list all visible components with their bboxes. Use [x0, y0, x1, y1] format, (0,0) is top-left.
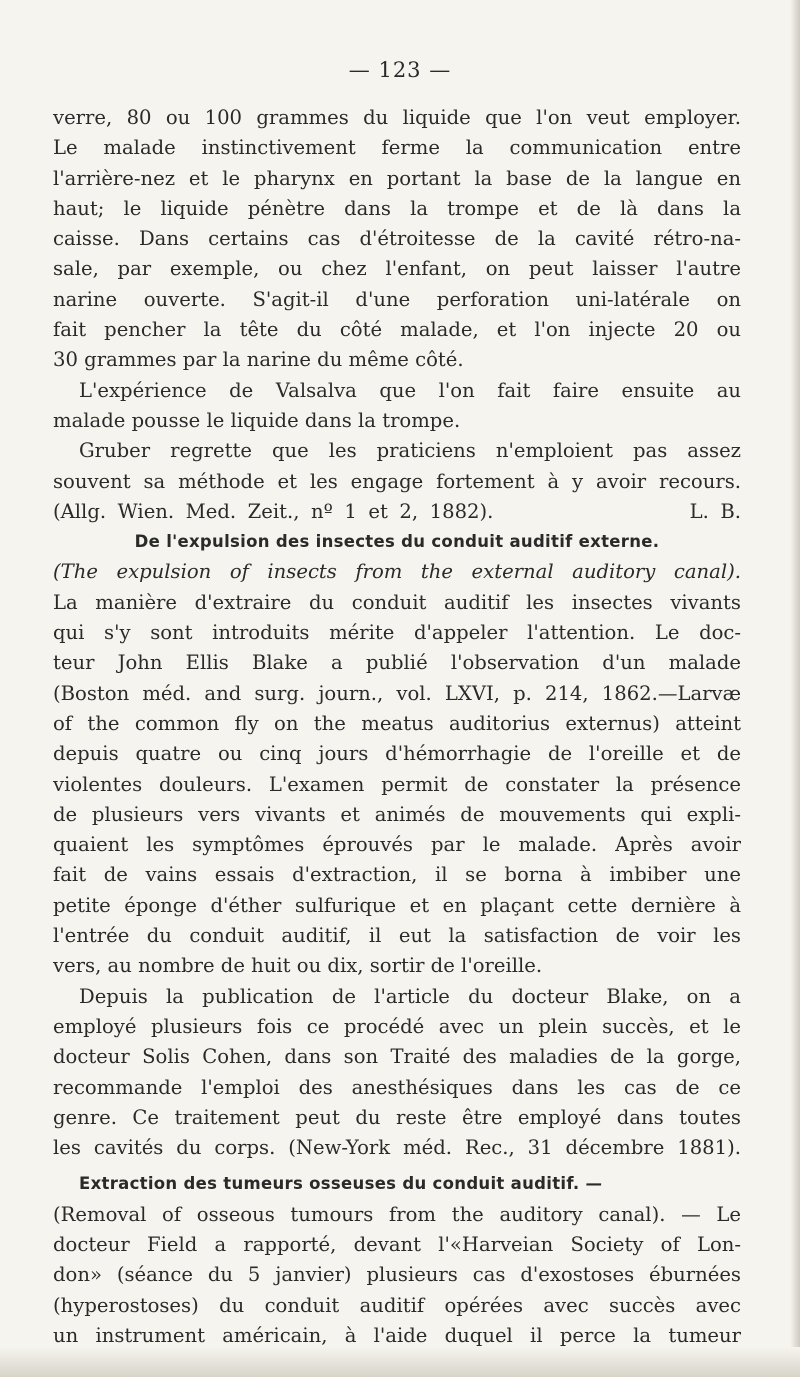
citation-line: (Allg. Wien. Med. Zeit., nº 1 et 2, 1882). L. B. — [53, 499, 741, 523]
page-edge-shadow — [790, 0, 800, 1377]
text-line: fait de vains essais d'extraction, il se borna à imbiber une — [53, 863, 741, 887]
text-line: souvent sa méthode et les engage fortement à y avoir recours. — [53, 469, 741, 493]
text-line: recommande l'emploi des anesthésiques dans les cas de ce — [53, 1075, 741, 1099]
text-line: Gruber regrette que les praticiens n'emploient pas assez — [79, 439, 741, 463]
text-line: docteur Solis Cohen, dans son Traité des maladies de la gorge, — [53, 1045, 741, 1069]
page-number: — 123 — — [348, 58, 452, 82]
text-line: sale, par exemple, ou chez l'enfant, on peut laisser l'autre — [53, 257, 741, 281]
text-line: genre. Ce traitement peut du reste être employé dans toutes — [53, 1105, 741, 1129]
text-line: les cavités du corps. (New-York méd. Rec., 31 décembre 1881). — [53, 1136, 741, 1160]
page-body — [53, 103, 741, 1351]
text-line: haut; le liquide pénètre dans la trompe et de là dans la — [53, 196, 741, 220]
text-line: don» (séance du 5 janvier) plusieurs cas d'exostoses éburnées — [53, 1263, 741, 1287]
text-line: un instrument américain, à l'aide duquel il perce la tumeur — [53, 1323, 741, 1347]
text-line: qui s'y sont introduits mérite d'appeler l'attention. Le doc- — [53, 621, 741, 645]
text-line: (Boston méd. and surg. journ., vol. LXVI, p. 214, 1862.—Larvæ — [53, 681, 741, 705]
paragraph-gruber-method — [53, 103, 741, 376]
text-line: La manière d'extraire du conduit auditif les insectes vivants — [53, 590, 741, 614]
section-heading: Extraction des tumeurs osseuses du conduit auditif. — — [79, 1174, 603, 1194]
text-line: l'arrière-nez et le pharynx en portant la base de la langue en — [53, 166, 741, 190]
paragraph-gruber-regret — [53, 436, 741, 527]
text-line: of the common fly on the meatus auditorius externus) atteint — [53, 711, 741, 735]
section-heading: De l'expulsion des insectes du conduit auditif externe. — [134, 532, 660, 552]
text-line: (Removal of osseous tumours from the auditory canal). — Le — [53, 1202, 741, 1226]
page-bottom-shadow — [0, 1347, 800, 1377]
text-line: Depuis la publication de l'article du docteur Blake, on a — [79, 984, 741, 1008]
text-line: fait pencher la tête du côté malade, et l'on injecte 20 ou — [53, 318, 741, 342]
text-line: depuis quatre ou cinq jours d'hémorrhagie de l'oreille et de — [53, 742, 741, 766]
text-line: narine ouverte. S'agit-il d'une perforation uni-latérale on — [53, 287, 741, 311]
text-line: employé plusieurs fois ce procédé avec un plein succès, et le — [53, 1014, 741, 1038]
text-line: malade pousse le liquide dans la trompe. — [53, 408, 461, 432]
text-line: de plusieurs vers vivants et animés de mouvements qui expli- — [53, 802, 741, 826]
paragraph-blake-followup — [53, 982, 741, 1164]
text-line: teur John Ellis Blake a publié l'observation d'un malade — [53, 651, 741, 675]
text-line: quaient les symptômes éprouvés par le malade. Après avoir — [53, 833, 741, 857]
section-osseous-tumours — [53, 1169, 741, 1351]
text-line: verre, 80 ou 100 grammes du liquide que l'on veut employer. — [53, 106, 741, 129]
text-line: vers, au nombre de huit ou dix, sortir de l'oreille. — [53, 954, 543, 978]
text-line: petite éponge d'éther sulfurique et en plaçant cette dernière à — [53, 893, 741, 917]
text-line: violentes douleurs. L'examen permit de constater la présence — [53, 772, 741, 796]
text-line: Le malade instinctivement ferme la communication entre — [53, 136, 741, 160]
text-line: (hyperostoses) du conduit auditif opérées avec succès avec — [53, 1293, 741, 1317]
paragraph-valsalva — [53, 376, 741, 437]
text-line: L'expérience de Valsalva que l'on fait faire ensuite au — [79, 378, 741, 402]
text-line: 30 grammes par la narine du même côté. — [53, 348, 464, 372]
text-line: caisse. Dans certains cas d'étroitesse de la cavité rétro-na- — [53, 227, 741, 251]
text-line: docteur Field a rapporté, devant l'«Harveian Society of Lon- — [53, 1232, 741, 1256]
text-line: l'entrée du conduit auditif, il eut la satisfaction de voir les — [53, 924, 741, 948]
section-insect-expulsion — [53, 527, 741, 981]
text-line: (The expulsion of insects from the external auditory canal). — [53, 560, 741, 584]
